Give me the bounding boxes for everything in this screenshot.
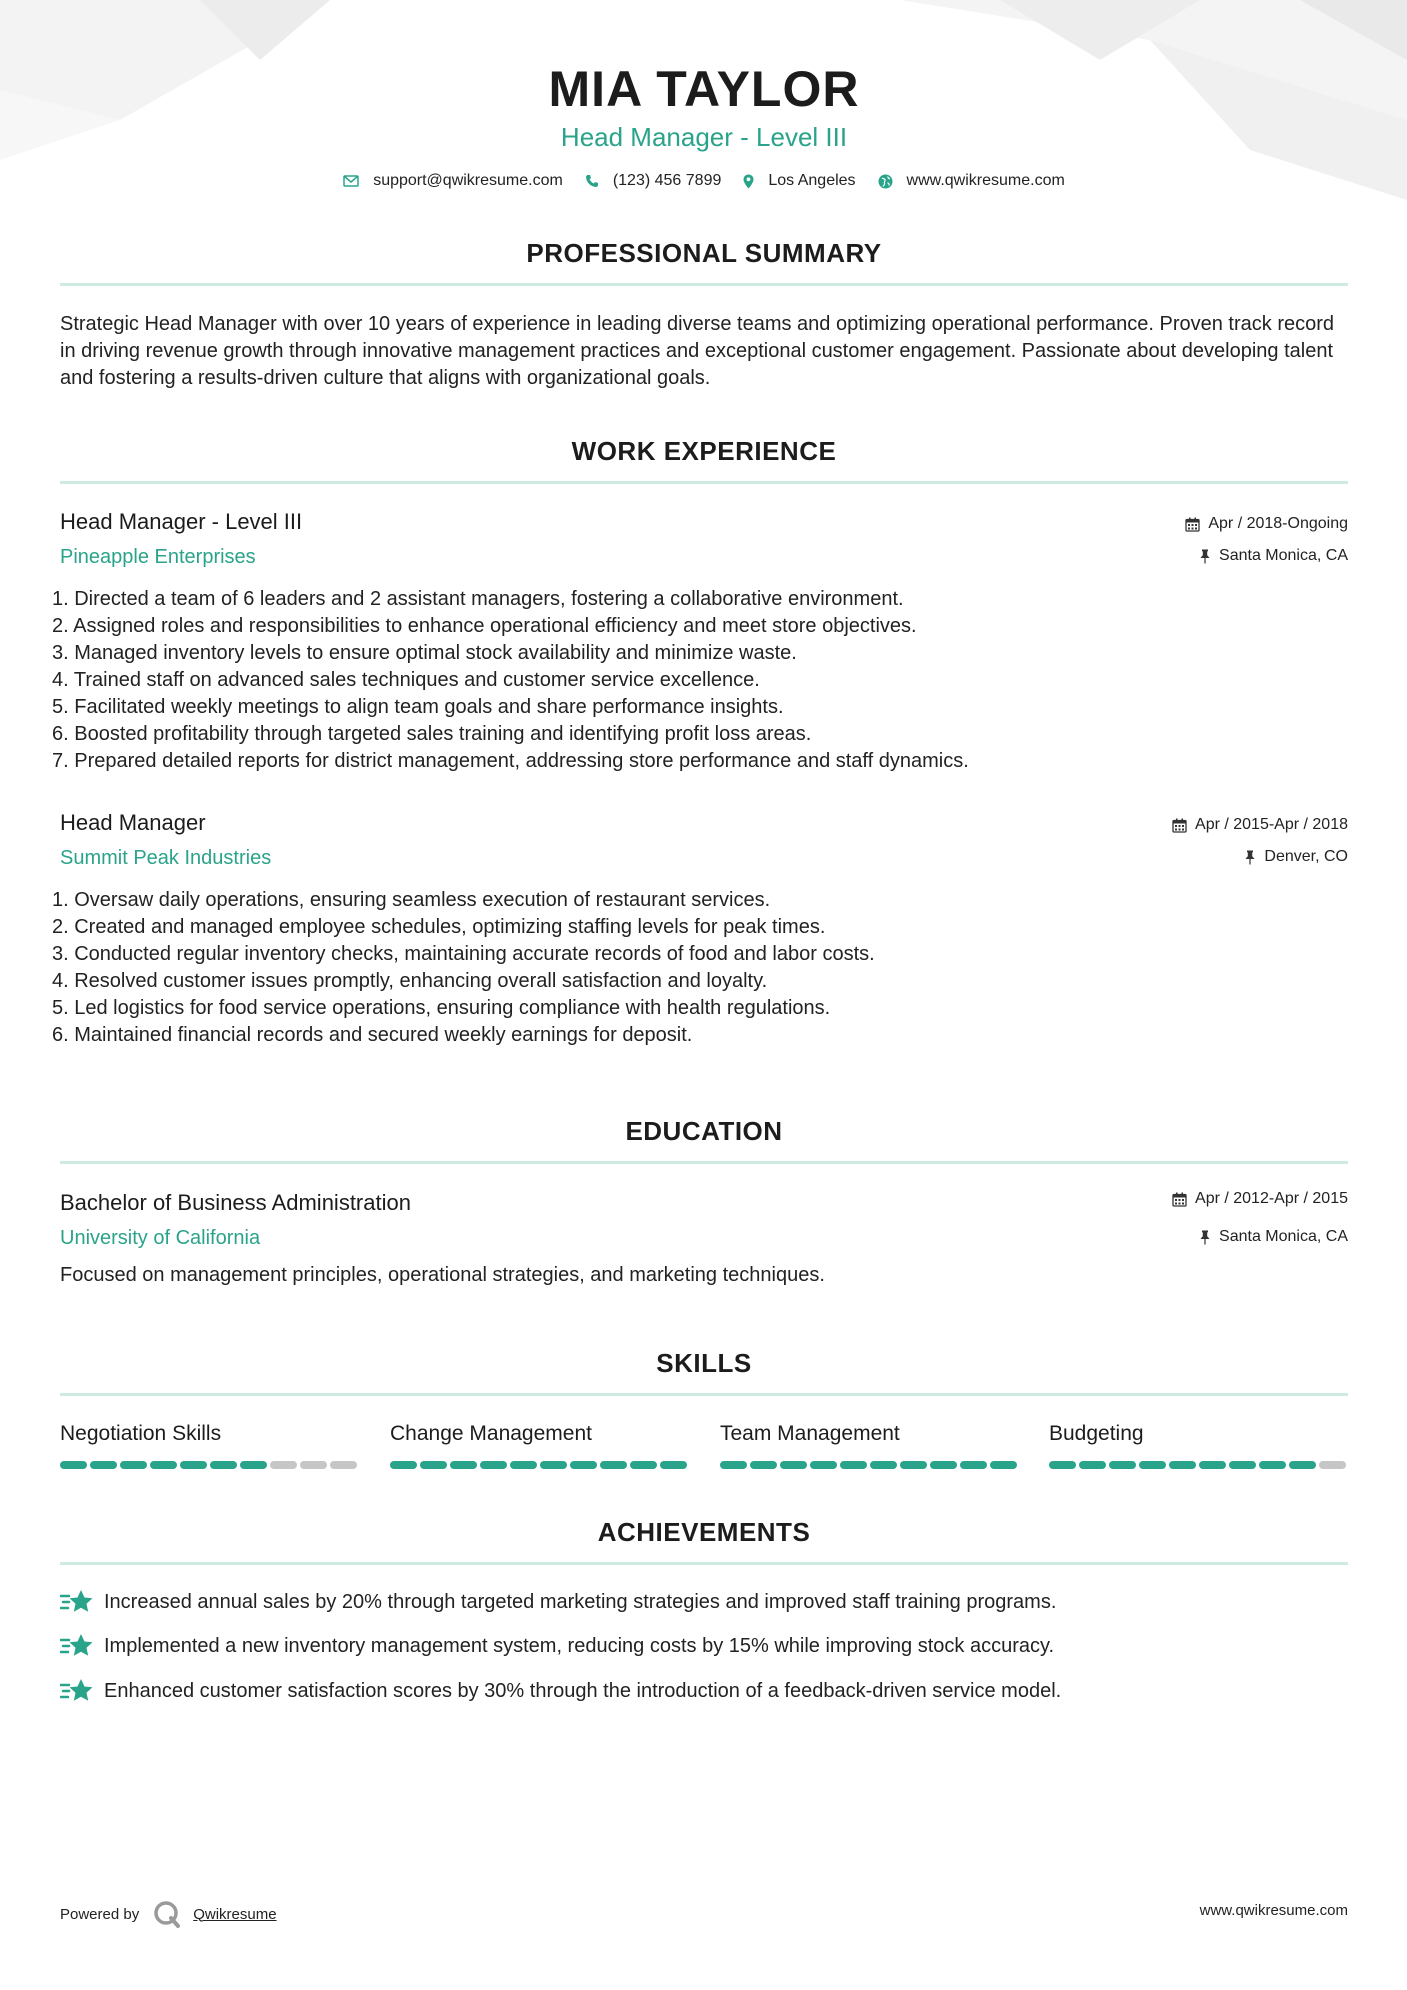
skill-dot xyxy=(60,1461,87,1469)
job-dates xyxy=(1185,515,1348,533)
list-item: 2. Assigned roles and responsibilities to enhance operational efficiency and meet store objectives. xyxy=(52,615,917,637)
education-description: Focused on management principles, operational strategies, and marketing techniques. xyxy=(60,1264,825,1286)
experience-heading: WORK EXPERIENCE xyxy=(571,436,837,466)
globe-icon xyxy=(878,174,893,189)
skill-dot xyxy=(1199,1461,1226,1469)
skill-dot xyxy=(270,1461,297,1469)
summary-divider xyxy=(60,283,1348,286)
skill-dot xyxy=(630,1461,657,1469)
skill-dot xyxy=(150,1461,177,1469)
achievement-text: Increased annual sales by 20% through targeted marketing strategies and improved staff training programs. xyxy=(104,1590,1057,1613)
list-item: 7. Prepared detailed reports for district management, addressing store performance and staff dynamics. xyxy=(52,750,969,772)
skill-dot xyxy=(120,1461,147,1469)
list-item: 3. Managed inventory levels to ensure optimal stock availability and minimize waste. xyxy=(52,642,797,664)
achievements-divider xyxy=(60,1562,1348,1565)
contact-phone[interactable] xyxy=(585,172,722,190)
job-bullets xyxy=(52,586,1348,775)
skill-item xyxy=(720,1421,1020,1469)
pushpin-icon xyxy=(1199,549,1211,564)
envelope-icon xyxy=(343,175,359,187)
skill-dot xyxy=(210,1461,237,1469)
skill-dot xyxy=(390,1461,417,1469)
phone-text: (123) 456 7899 xyxy=(612,172,722,189)
calendar-icon xyxy=(1185,517,1200,532)
skill-dot xyxy=(1289,1461,1316,1469)
list-item: 6. Maintained financial records and secured weekly earnings for deposit. xyxy=(52,1024,693,1046)
skill-dot xyxy=(450,1461,477,1469)
skills-divider xyxy=(60,1393,1348,1396)
skill-dot xyxy=(1259,1461,1286,1469)
education-dates-text: Apr / 2012-Apr / 2015 xyxy=(1195,1190,1348,1207)
candidate-title: Head Manager - Level III xyxy=(560,122,848,152)
map-pin-icon xyxy=(743,174,754,189)
achievement-item xyxy=(60,1632,1348,1660)
website-text: www.qwikresume.com xyxy=(906,172,1065,189)
candidate-name: MIA TAYLOR xyxy=(548,61,860,117)
education-dates xyxy=(1172,1190,1348,1208)
skill-name: Team Management xyxy=(720,1422,900,1445)
list-item: 4. Trained staff on advanced sales techniques and customer service excellence. xyxy=(52,669,760,691)
skill-item xyxy=(1049,1421,1349,1469)
contact-email[interactable] xyxy=(343,172,563,190)
resume-page xyxy=(52,0,1348,1990)
star-icon xyxy=(60,1677,94,1705)
skill-dot xyxy=(570,1461,597,1469)
resume-header xyxy=(60,60,1348,154)
pushpin-icon xyxy=(1199,1230,1211,1245)
list-item: 1. Oversaw daily operations, ensuring seamless execution of restaurant services. xyxy=(52,889,771,911)
education-heading: EDUCATION xyxy=(625,1116,783,1146)
skill-dot xyxy=(720,1461,747,1469)
skill-dot xyxy=(1049,1461,1076,1469)
qwikresume-link[interactable]: Qwikresume xyxy=(193,1905,277,1923)
job-location-text: Santa Monica, CA xyxy=(1219,547,1348,564)
job-company: Summit Peak Industries xyxy=(60,847,272,869)
education-divider xyxy=(60,1161,1348,1164)
skill-dot xyxy=(810,1461,837,1469)
job-bullets xyxy=(52,887,1348,1049)
job-location-text: Denver, CO xyxy=(1264,848,1348,865)
achievement-item xyxy=(60,1677,1348,1705)
job-company: Pineapple Enterprises xyxy=(60,546,256,568)
phone-icon xyxy=(585,174,599,188)
powered-by xyxy=(60,1900,277,1928)
skill-dot xyxy=(300,1461,327,1469)
skill-dot xyxy=(750,1461,777,1469)
skill-dot xyxy=(900,1461,927,1469)
skill-dot xyxy=(510,1461,537,1469)
qwikresume-logo-icon xyxy=(153,1900,183,1928)
skill-rating xyxy=(720,1461,1020,1469)
skill-dot xyxy=(330,1461,357,1469)
skill-dot xyxy=(540,1461,567,1469)
skill-dot xyxy=(1169,1461,1196,1469)
skill-dot xyxy=(960,1461,987,1469)
list-item: 3. Conducted regular inventory checks, maintaining accurate records of food and labor costs. xyxy=(52,943,875,965)
skill-name: Negotiation Skills xyxy=(60,1422,222,1445)
achievements-heading: ACHIEVEMENTS xyxy=(597,1517,811,1547)
footer-website[interactable]: www.qwikresume.com xyxy=(1199,1902,1348,1919)
skill-dot xyxy=(240,1461,267,1469)
skill-rating xyxy=(60,1461,360,1469)
job-location xyxy=(1244,848,1348,866)
skill-name: Change Management xyxy=(390,1422,592,1445)
list-item: 6. Boosted profitability through targeted sales training and identifying profit loss areas. xyxy=(52,723,812,745)
school-name: University of California xyxy=(60,1227,261,1249)
skill-dot xyxy=(780,1461,807,1469)
job-title: Head Manager xyxy=(60,810,206,835)
job-title: Head Manager - Level III xyxy=(60,509,303,534)
contact-website[interactable] xyxy=(878,172,1065,190)
contact-bar xyxy=(60,172,1348,190)
skill-dot xyxy=(990,1461,1017,1469)
summary-heading: PROFESSIONAL SUMMARY xyxy=(526,238,882,268)
skill-dot xyxy=(1319,1461,1346,1469)
location-text: Los Angeles xyxy=(768,172,856,189)
skill-dot xyxy=(870,1461,897,1469)
achievement-item xyxy=(60,1588,1348,1616)
job-dates-text: Apr / 2015-Apr / 2018 xyxy=(1195,816,1348,833)
list-item: 2. Created and managed employee schedules, optimizing staffing levels for peak times. xyxy=(52,916,826,938)
summary-text: Strategic Head Manager with over 10 years of experience in leading diverse teams and optimizing operational performance. Proven track record in driving revenue growth through innovative management practices and exceptional customer engagement. Passionate about developing talent and fostering a results-driven culture that aligns with organizational goals. xyxy=(60,313,1335,389)
list-item: 1. Directed a team of 6 leaders and 2 assistant managers, fostering a collaborative environment. xyxy=(52,588,904,610)
skill-dot xyxy=(180,1461,207,1469)
list-item: 4. Resolved customer issues promptly, enhancing overall satisfaction and loyalty. xyxy=(52,970,768,992)
star-icon xyxy=(60,1632,94,1660)
job-dates-text: Apr / 2018-Ongoing xyxy=(1208,515,1348,532)
contact-location xyxy=(743,172,855,190)
degree-title: Bachelor of Business Administration xyxy=(60,1190,411,1215)
skill-item xyxy=(60,1421,360,1469)
achievement-text: Implemented a new inventory management system, reducing costs by 15% while improving stock accuracy. xyxy=(104,1634,1055,1657)
skill-rating xyxy=(390,1461,690,1469)
skill-dot xyxy=(600,1461,627,1469)
skill-rating xyxy=(1049,1461,1349,1469)
experience-divider xyxy=(60,481,1348,484)
skill-dot xyxy=(1139,1461,1166,1469)
achievement-text: Enhanced customer satisfaction scores by 30% through the introduction of a feedback-driven service model. xyxy=(104,1679,1062,1702)
skill-dot xyxy=(420,1461,447,1469)
skill-dot xyxy=(1229,1461,1256,1469)
skill-item xyxy=(390,1421,690,1469)
powered-by-label: Powered by xyxy=(60,1905,140,1923)
star-icon xyxy=(60,1588,94,1616)
education-location-text: Santa Monica, CA xyxy=(1219,1228,1348,1245)
calendar-icon xyxy=(1172,1192,1187,1207)
calendar-icon xyxy=(1172,818,1187,833)
skill-dot xyxy=(1109,1461,1136,1469)
list-item: 5. Facilitated weekly meetings to align team goals and share performance insights. xyxy=(52,696,784,718)
job-dates xyxy=(1172,816,1348,834)
skill-dot xyxy=(480,1461,507,1469)
pushpin-icon xyxy=(1244,850,1256,865)
page-footer xyxy=(60,1896,1348,1926)
skill-dot xyxy=(660,1461,687,1469)
job-location xyxy=(1199,547,1348,565)
email-text: support@qwikresume.com xyxy=(373,172,563,189)
skill-name: Budgeting xyxy=(1049,1422,1144,1445)
skill-dot xyxy=(1079,1461,1106,1469)
list-item: 5. Led logistics for food service operations, ensuring compliance with health regulations. xyxy=(52,997,831,1019)
skills-heading: SKILLS xyxy=(656,1348,752,1378)
skill-dot xyxy=(930,1461,957,1469)
skill-dot xyxy=(90,1461,117,1469)
education-location xyxy=(1199,1228,1348,1246)
skill-dot xyxy=(840,1461,867,1469)
